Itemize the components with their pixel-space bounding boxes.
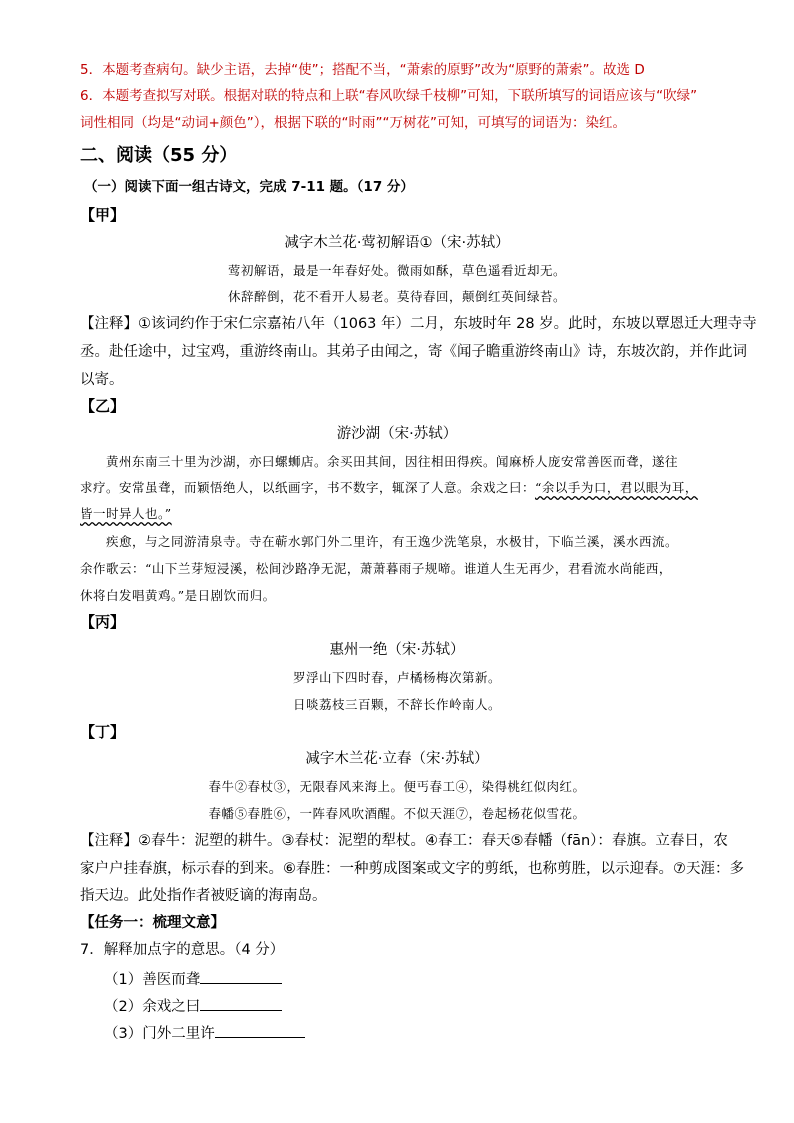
question-7: 7．解释加点字的意思。（4 分） bbox=[80, 942, 285, 958]
bing-title: 惠州一绝（宋·苏轼） bbox=[329, 642, 465, 658]
label-bing: 【丙】 bbox=[80, 613, 126, 631]
answer-5: 5．本题考查病句。缺少主语，去掉“使”；搭配不当，“萧索的原野”改为“原野的萧索”。故选 D bbox=[80, 62, 645, 78]
q7-item-1-label: （1）善医而聋 bbox=[104, 972, 201, 988]
bing-line2: 日啖荔枝三百颗，不辞长作岭南人。 bbox=[292, 697, 501, 712]
jia-note-2: 丞。赴任途中，过宝鸡，重游终南山。其弟子由闻之，寄《闻子瞻重游终南山》诗，东坡次韵，并作此词 bbox=[80, 344, 747, 360]
jia-line2: 休辞醉倒，花不看开人易老。莫待春回，颠倒红英间绿苔。 bbox=[227, 289, 566, 304]
yi-quote-underlined: “余以手为口，君以眼为耳， bbox=[535, 480, 698, 495]
yi-p1-line3 bbox=[80, 504, 172, 524]
answer-6-text-c: 可知，下联所填写的词语应该与 bbox=[467, 88, 657, 104]
ding-note-3: 指天边。此处指作者被贬谪的海南岛。 bbox=[80, 888, 327, 904]
q7-item-3 bbox=[104, 1022, 305, 1044]
answer-6-text-a: 6．本题考查拟写对联。根据对联的特点和上联 bbox=[80, 88, 359, 104]
jia-line1: 莺初解语，最是一年春好处。微雨如酥，草色遥看近却无。 bbox=[227, 263, 566, 278]
yi-p1-line2 bbox=[80, 478, 698, 498]
ding-note-1: 【注释】②春牛：泥塑的耕牛。③春杖：泥塑的犁杖。④春工：春天⑤春幡（fān）：春旗。立春日，农 bbox=[80, 833, 728, 849]
q7-item-1-answer-blank[interactable] bbox=[200, 968, 282, 984]
ding-line1: 春牛②春杖③，无限春风来海上。便丐春工④，染得桃红似肉红。 bbox=[208, 779, 586, 794]
section-subheading: （一）阅读下面一组古诗文，完成 7-11 题。（17 分） bbox=[84, 179, 414, 195]
answer-6-line2: 词性相同（均是“动词+颜色”），根据下联的“时雨”“万树花”可知，可填写的词语为：染红。 bbox=[80, 115, 627, 131]
yi-p1-line2-text: 求疗。安常虽聋，而颖悟绝人，以纸画字，书不数字，辄深了人意。余戏之曰： bbox=[80, 480, 536, 495]
q7-item-2 bbox=[104, 995, 282, 1017]
label-jia: 【甲】 bbox=[80, 206, 126, 224]
ding-title: 减字木兰花·立春（宋·苏轼） bbox=[305, 751, 489, 767]
ding-note-2: 家户户挂春旗，标示春的到来。⑥春胜：一种剪成图案或文字的剪纸，也称剪胜，以示迎春。⑦天涯：多 bbox=[80, 861, 744, 877]
jia-note-1: 【注释】①该词约作于宋仁宗嘉祐八年（1063 年）二月，东坡时年 28 岁。此时，东坡以覃恩迁大理寺寺 bbox=[80, 316, 757, 332]
q7-item-1 bbox=[104, 968, 282, 990]
label-ding: 【丁】 bbox=[80, 723, 126, 741]
jia-title: 减字木兰花·莺初解语①（宋·苏轼） bbox=[284, 235, 510, 251]
yi-p2-line1: 疾愈，与之同游清泉寺。寺在蕲水郭门外二里许，有王逸少洗笔泉，水极甘，下临兰溪，溪水西流。 bbox=[106, 534, 679, 549]
jia-note-3: 以寄。 bbox=[80, 372, 124, 388]
bing-line1: 罗浮山下四时春，卢橘杨梅次第新。 bbox=[292, 670, 501, 685]
q7-item-2-answer-blank[interactable] bbox=[200, 995, 282, 1011]
q7-item-3-answer-blank[interactable] bbox=[215, 1022, 305, 1038]
yi-p2-line2: 余作歌云：“山下兰芽短浸溪，松间沙路净无泥，萧萧暮雨子规啼。谁道人生无再少，君看流水尚能西， bbox=[80, 561, 672, 576]
yi-p1-line1: 黄州东南三十里为沙湖，亦曰螺蛳店。余买田其间，因往相田得疾。闻麻桥人庞安常善医而聋，遂往 bbox=[106, 454, 679, 469]
yi-quote-underlined-end: 皆一时异人也。” bbox=[80, 506, 172, 521]
task-label: 【任务一：梳理文意】 bbox=[80, 915, 225, 931]
answer-6-line1 bbox=[80, 86, 697, 106]
answer-6-word: “吹绿” bbox=[656, 88, 698, 104]
label-yi: 【乙】 bbox=[80, 397, 126, 415]
yi-title: 游沙湖（宋·苏轼） bbox=[336, 426, 458, 442]
section-heading: 二、阅读（55 分） bbox=[80, 145, 238, 166]
q7-item-3-label: （3）门外二里许 bbox=[104, 1026, 215, 1042]
answer-6-couplet: “春风吹绿千枝柳” bbox=[358, 88, 468, 104]
q7-item-2-label: （2）余戏之曰 bbox=[104, 999, 201, 1015]
ding-line2: 春幡⑤春胜⑥，一阵春风吹酒醒。不似天涯⑦，卷起杨花似雪花。 bbox=[208, 806, 586, 821]
yi-p2-line3: 休将白发唱黄鸡。”是日剧饮而归。 bbox=[80, 588, 276, 603]
